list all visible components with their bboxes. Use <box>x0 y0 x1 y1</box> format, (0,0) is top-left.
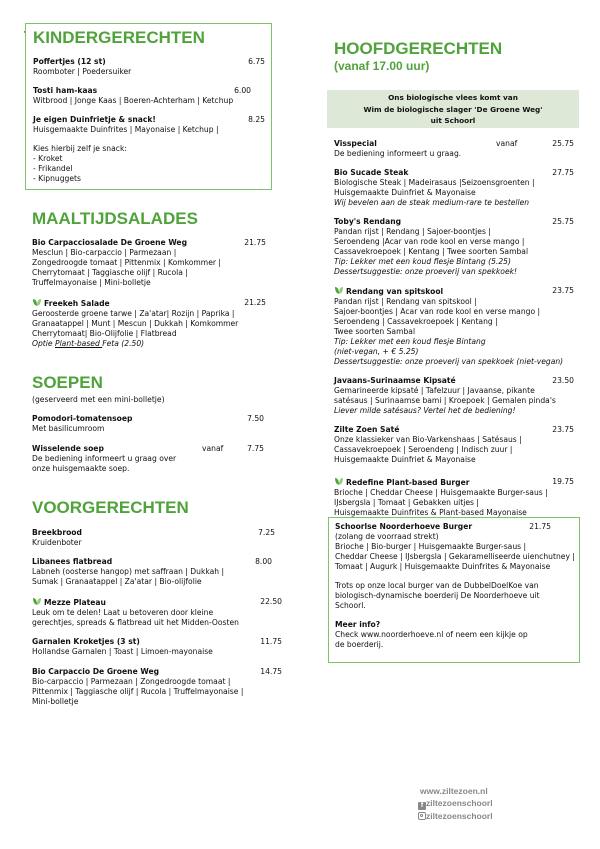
item-name: Javaans-Surinaamse Kipsaté <box>334 376 456 386</box>
item-vanaf: vanaf <box>202 444 224 454</box>
item-desc: Huisgemaakte Duinfrites | Mayonaise | Ketchup | <box>33 125 219 135</box>
item-name: Mezze Plateau <box>44 598 106 608</box>
facebook-icon: f <box>418 802 426 810</box>
snack-item: - Kipnuggets <box>33 174 81 184</box>
item-desc: onze huisgemaakte soep. <box>32 464 130 474</box>
menu-item <box>334 477 574 518</box>
item-note: Tip: Lekker met een koud flesje Bintang <box>334 337 486 347</box>
item-desc: Kruidenboter <box>32 538 82 548</box>
kinder-item <box>33 86 265 106</box>
item-desc: Zongedroogde tomaat | Pittenmix | Komkommer | <box>32 258 221 268</box>
item-desc: Brioche | Bio-burger | Huisgemaakte Burger-saus | <box>335 542 527 552</box>
instagram-handle: ziltezoenschoorl <box>426 811 493 821</box>
item-note: Tip: Lekker met een koud flesje Bintang (5.25) <box>334 257 511 267</box>
item-name: Rendang van spitskool <box>346 287 444 297</box>
plant-based-leaf-icon <box>32 597 42 606</box>
item-name: Tosti ham-kaas <box>33 86 98 96</box>
kinder-dot: · <box>23 28 26 38</box>
hoofd-title: HOOFDGERECHTEN <box>334 39 503 58</box>
trots-line: Schoorl. <box>335 601 366 611</box>
menu-item <box>334 139 574 159</box>
item-desc: Sumak | Granaatappel | Za'atar | Bio-olijfolie <box>32 577 202 587</box>
item-price: 7.75 <box>247 444 264 454</box>
item-name: Breekbrood <box>32 528 82 537</box>
menu-item <box>32 557 282 587</box>
menu-item <box>334 168 574 208</box>
menu-item <box>32 444 272 474</box>
item-desc: IJsbergsla | Tomaat | Gebakken uitjes | <box>334 498 479 508</box>
item-price: 8.00 <box>255 557 272 567</box>
item-price: 25.75 <box>552 139 574 148</box>
banner-line: Ons biologische vlees komt van <box>388 93 518 102</box>
snack-item: - Kroket <box>33 154 63 164</box>
item-desc: gerechtjes, spreads & flatbread uit het Midden-Oosten <box>32 618 239 628</box>
item-price: 23.75 <box>552 286 574 296</box>
menu-item <box>32 667 282 707</box>
item-price: 23.50 <box>552 376 574 386</box>
item-desc: Mesclun | Bio-carpaccio | Parmezaan | <box>32 248 177 258</box>
item-desc: Gemarineerde kipsaté | Tafelzuur | Javaanse, pikante <box>334 386 535 396</box>
facebook-row[interactable] <box>418 797 528 810</box>
item-desc: Truffelmayonaise | Mini-bolletje <box>32 278 151 288</box>
menu-item <box>334 217 574 277</box>
item-price: 11.75 <box>260 637 282 647</box>
item-desc: Tomaat | Augurk | Huisgemaakte Duinfrites & Mayonaise <box>335 562 551 572</box>
item-desc: Mini-bolletje <box>32 697 79 707</box>
item-desc: Roomboter | Poedersuiker <box>33 67 132 77</box>
item-name: Zilte Zoen Saté <box>334 425 400 435</box>
plant-based-leaf-icon <box>334 477 344 486</box>
item-desc: Seroendeng |Acar van rode kool en verse mango | <box>334 237 525 247</box>
menu-item <box>32 414 272 434</box>
item-price: 19.75 <box>552 477 574 487</box>
soepen-title: SOEPEN <box>32 373 103 392</box>
hoofd-items <box>334 139 574 519</box>
item-name: Pomodori-tomatensoep <box>32 414 133 424</box>
menu-item <box>32 238 272 288</box>
item-desc: De bediening informeert u graag over <box>32 454 177 464</box>
item-desc: Geroosterde groene tarwe | Za'atar| Rozijn | Paprika | <box>32 309 235 319</box>
menu-item <box>335 522 573 572</box>
item-desc: De bediening informeert u graag. <box>334 149 462 159</box>
instagram-row[interactable] <box>418 810 528 822</box>
item-option: Optie Plant-based Feta (2.50) <box>32 339 145 349</box>
item-desc: Huisgemaakte Duinfrites & Plant-based Mayonaise <box>334 508 527 518</box>
item-desc: Huisgemaakte Duinfriet & Mayonaise <box>334 455 476 465</box>
item-name: Je eigen Duinfrietje & snack! <box>33 115 156 125</box>
snack-item: - Frikandel <box>33 164 73 174</box>
item-note: Dessertsuggestie: onze proeverij van spekkoek! <box>334 267 518 277</box>
item-desc: Leuk om te delen! Laat u betoveren door kleine <box>32 608 214 618</box>
soepen-section <box>32 372 272 474</box>
item-name: Bio Carpacciosalade De Groene Weg <box>32 238 188 247</box>
menu-item <box>334 425 574 465</box>
item-desc: Cassavekroepoek | Kentang | Twee soorten Sambal <box>334 247 529 257</box>
item-note: Wij bevelen aan de steak medium-rare te bestellen <box>334 198 530 208</box>
banner-line: Wim de biologische slager 'De Groene Weg' <box>363 104 543 114</box>
item-name: Libanees flatbread <box>32 557 113 567</box>
item-desc: Granaatappel | Munt | Mescun | Dukkah | Komkommer <box>32 319 239 329</box>
item-desc: Cherrytomaat | Taggiasche olijf | Rucola | <box>32 268 188 278</box>
item-desc: Cassavekroepoek | Seroendeng | Indisch zuur | <box>334 445 513 455</box>
bio-meat-banner <box>327 90 579 128</box>
trots-line: biologisch-dynamische boerderij De Noorderhoeve uit <box>335 591 540 601</box>
item-desc: Cheddar Cheese | IJsbergsla | Gekaramelliseerde uienchutney | <box>335 552 575 562</box>
item-name: Bio Sucade Steak <box>334 168 409 178</box>
item-desc: Hollandse Garnalen | Toast | Limoen-mayonaise <box>32 647 213 657</box>
banner-line: uit Schoorl <box>430 116 476 125</box>
item-name: Redefine Plant-based Burger <box>346 478 470 488</box>
item-price: 14.75 <box>260 667 282 677</box>
item-desc: Onze klassieker van Bio-Varkenshaas | Satésaus | <box>334 435 522 445</box>
item-desc: satésaus | Surinaamse bami | Kroepoek | Gemalen pinda's <box>334 396 556 406</box>
item-vanaf: vanaf <box>496 139 518 148</box>
voorgerechten-section <box>32 497 282 707</box>
meer-info-title: Meer info? <box>335 620 381 630</box>
facebook-handle: ziltezoenschoorl <box>426 798 493 808</box>
item-desc: Huisgemaakte Duinfriet & Mayonaise <box>334 188 476 198</box>
item-name: Wisselende soep <box>32 444 104 454</box>
item-desc: (zolang de voorraad strekt) <box>335 532 439 542</box>
item-price: 7.50 <box>247 414 264 424</box>
item-price: 27.75 <box>552 168 574 178</box>
plant-based-leaf-icon <box>334 286 344 295</box>
item-desc: Pandan rijst | Rendang van spitskool | <box>334 297 477 307</box>
item-desc: Met basilicumroom <box>32 424 105 434</box>
salades-title: MAALTIJDSALADES <box>32 209 198 228</box>
item-name: Visspecial <box>334 139 377 148</box>
item-desc: Pandan rijst | Rendang | Sajoer-boontjes | <box>334 227 491 237</box>
item-price: 21.25 <box>244 298 266 308</box>
instagram-icon <box>418 812 426 820</box>
item-name: Toby's Rendang <box>334 217 402 227</box>
trots-text <box>335 581 573 611</box>
kinder-item <box>33 57 265 77</box>
plant-based-leaf-icon <box>32 298 42 307</box>
maaltijdsalades-section <box>32 208 272 349</box>
item-name: Schoorlse Noorderhoeve Burger <box>335 522 473 531</box>
noorderhoeve-burger-box <box>328 517 580 663</box>
snack-intro: Kies hierbij zelf je snack: <box>33 144 127 154</box>
soepen-subtitle: (geserveerd met een mini-bolletje) <box>32 395 165 404</box>
item-desc: Witbrood | Jonge Kaas | Boeren-Achterham | Ketchup <box>33 96 234 106</box>
hoofd-subtitle: (vanaf 17.00 uur) <box>334 59 430 73</box>
item-price: 23.75 <box>552 425 574 435</box>
item-name: Bio Carpaccio De Groene Weg <box>32 667 160 677</box>
item-price: 22.50 <box>260 597 282 607</box>
menu-item <box>32 298 272 349</box>
item-price: 25.75 <box>552 217 574 227</box>
item-price: 21.75 <box>244 238 266 247</box>
kindergerechten-box <box>25 23 272 190</box>
menu-item <box>334 286 574 367</box>
item-note: Dessertsuggestie: onze proeverij van spekkoek (niet-vegan) <box>334 357 564 367</box>
item-name: Poffertjes (12 st) <box>33 57 106 66</box>
menu-item <box>32 637 282 657</box>
item-desc: Bio-carpaccio | Parmezaan | Zongedroogde tomaat | <box>32 677 231 687</box>
menu-item <box>334 376 574 416</box>
meer-info-line: de boerderij. <box>335 640 384 650</box>
item-desc: Sajoer-boontjes | Acar van rode kool en verse mango | <box>334 307 541 317</box>
footer <box>418 785 528 822</box>
voor-title: VOORGERECHTEN <box>32 498 189 517</box>
item-price: 7.25 <box>258 528 275 537</box>
item-desc: Twee soorten Sambal <box>334 327 416 337</box>
item-note: Liever milde satésaus? Vertel het de bediening! <box>334 406 516 416</box>
meer-info-line: Check www.noorderhoeve.nl of neem een kijkje op <box>335 630 528 640</box>
item-price: 6.75 <box>248 57 265 66</box>
website-link[interactable]: www.ziltezoen.nl <box>420 786 488 796</box>
item-name: Garnalen Kroketjes (3 st) <box>32 637 140 647</box>
item-desc: Cherrytomaat| Bio-Olijfolie | Flatbread <box>32 329 177 339</box>
kinder-title: KINDERGERECHTEN <box>33 28 205 47</box>
item-desc: Biologische Steak | Madeirasaus |Seizoensgroenten | <box>334 178 535 188</box>
item-price: 8.25 <box>248 115 265 125</box>
item-desc: Labneh (oosterse hangop) met saffraan | Dukkah | <box>32 567 225 577</box>
trots-line: Trots op onze local burger van de DubbelDoelKoe van <box>335 581 539 591</box>
item-note: (niet-vegan, + € 5.25) <box>334 347 419 357</box>
item-price: 6.00 <box>234 86 251 96</box>
menu-item <box>32 528 282 548</box>
item-price: 21.75 <box>529 522 551 531</box>
item-desc: Seroendeng | Cassavekroepoek | Kentang | <box>334 317 498 327</box>
item-desc: Pittenmix | Taggiasche olijf | Rucola | Truffelmayonaise | <box>32 687 244 697</box>
kinder-item <box>33 115 265 135</box>
menu-item <box>32 597 282 628</box>
item-name: Freekeh Salade <box>44 299 110 309</box>
item-desc: Brioche | Cheddar Cheese | Huisgemaakte Burger-saus | <box>334 488 548 498</box>
